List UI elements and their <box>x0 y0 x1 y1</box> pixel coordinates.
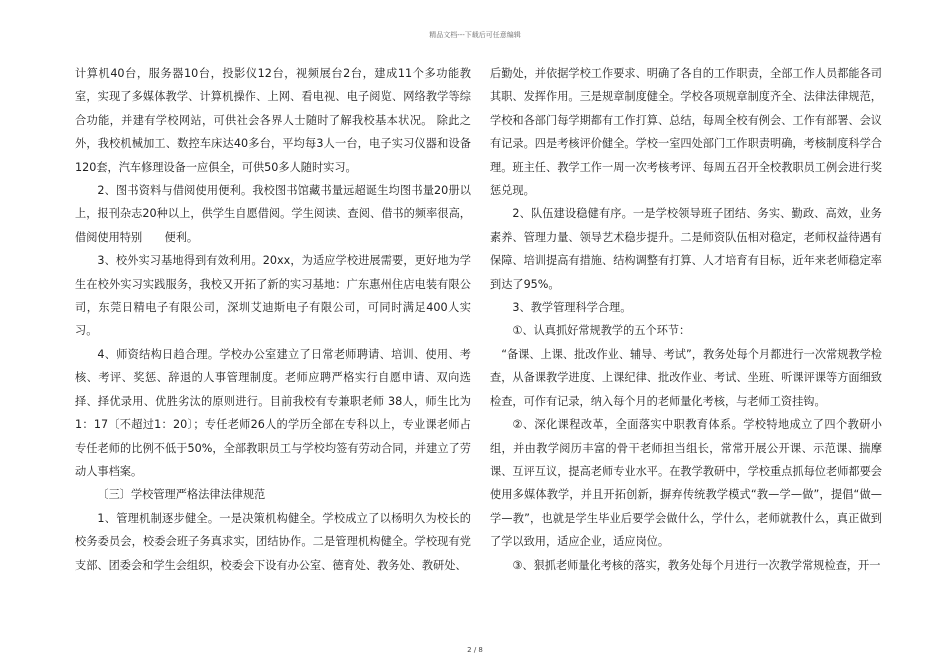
paragraph: 2、队伍建设稳健有序。一是学校领导班子团结、务实、勤政、高效，业务素养、管理力量、领导艺术稳步提升。二是师资队伍相对稳定，老师权益待遇有保障、培训提高有措施、结构调整有打算、人才培育有目标，近年来老师稳定率到达了95%。 <box>490 207 882 291</box>
page-header: 精品文档---下载后可任意编辑 <box>429 31 521 39</box>
paragraph: 1、管理机制逐步健全。一是决策机构健全。学校成立了以杨明久为校长的校务委员会，校委会班子务真求实，团结协作。二是管理机构健全。学校现有党支部、团委会和学生会组织，校委会下设有办公室、德育处、教务处、教研处、 <box>75 511 471 572</box>
page-number: 2 / 8 <box>467 646 483 654</box>
paragraph: “备课、上课、批改作业、辅导、考试”，教务处每个月都进行一次常规教学检查，从备课教学进度、上课纪律、批改作业、考试、坐班、听课评课等方面细致检查，可作有记录，纳入每个月的老师量化考核，与老师工资挂钩。 <box>490 347 882 408</box>
paragraph: ②、深化课程改革，全面落实中职教育体系。学校特地成立了四个教研小组，并由教学阅历丰富的骨干老师担当组长，常常开展公开课、示范课、揣摩课、互评互议，提高老师专业水平。在教学教研中，学校重点抓每位老师都要会使用多媒体教学，并且开拓创新，摒弃传统教学模式“教—学—做”，提倡“做—学—教”，也就是学生毕业后要学会做什么，学什么，老师就教什么，真正做到了学以致用，适应企业，适应岗位。 <box>490 418 882 549</box>
paragraph: ③、狠抓老师量化考核的落实，教务处每个月进行一次教学常规检查，开一 <box>512 558 881 572</box>
paragraph: 3、校外实习基地得到有效利用。20xx，为适应学校进展需要，更好地为学生在校外实习实践服务，我校又开拓了新的实习基地：广东惠州住店电装有限公司，东莞日精电子有限公司，深圳艾迪斯电子有限公司，可同时满足400人实习。 <box>75 254 471 338</box>
paragraph: 计算机40台，服务器10台，投影仪12台，视频展台2台，建成11个多功能教室，实现了多媒体教学、计算机操作、上网、看电视、电子阅览、网络教学等综合功能，并建有学校网站，可供社会各界人士随时了解我校基本状况。 除此之外，我校机械加工、数控车床达40多台，平均每3人一台，电子实习仪器和设备120套，汽车修理设备一应俱全，可供50多人随时实习。 <box>75 67 471 174</box>
right-column <box>490 62 882 577</box>
paragraph: 4、师资结构日趋合理。学校办公室建立了日常老师聘请、培训、使用、考核、考评、奖惩、辞退的人事管理制度。老师应聘严格实行自愿申请、双向选择、择优录用、优胜劣汰的原则进行。目前我校有专兼职老师 38人，师生比为1：17〔不超过1：20〕；专任老师26人的学历全部在专科以上，专业课老师占专任老师的比例不低于50%，全部教职员工与学校均签有劳动合同，并建立了劳动人事档案。 <box>75 347 471 478</box>
paragraph: 3、教学管理科学合理。 <box>512 301 632 315</box>
left-column <box>75 62 471 577</box>
paragraph: 〔三〕学校管理严格法律法律规范 <box>97 488 266 502</box>
paragraph: 后勤处，并依据学校工作要求、明确了各自的工作职责，全部工作人员都能各司其职、发挥作用。三是规章制度健全。学校各项规章制度齐全、法律法律规范，学校和各部门每学期都有工作打算、总结，每周全校有例会、工作有部署、会议有记录。四是考核评价健全。学校一室四处部门工作职责明确，考核制度科学合理。班主任、教学工作一周一次考核考评、每周五召开全校教职员工例会进行奖惩兑现。 <box>490 67 882 198</box>
paragraph: ①、认真抓好常规教学的五个环节： <box>512 324 691 338</box>
paragraph: 2、图书资料与借阅使用便利。我校图书馆藏书量远超诞生均图书量20册以上，报刊杂志20种以上，供学生自愿借阅。学生阅读、查阅、借书的频率很高，借阅使用特别 便利。 <box>75 184 471 244</box>
